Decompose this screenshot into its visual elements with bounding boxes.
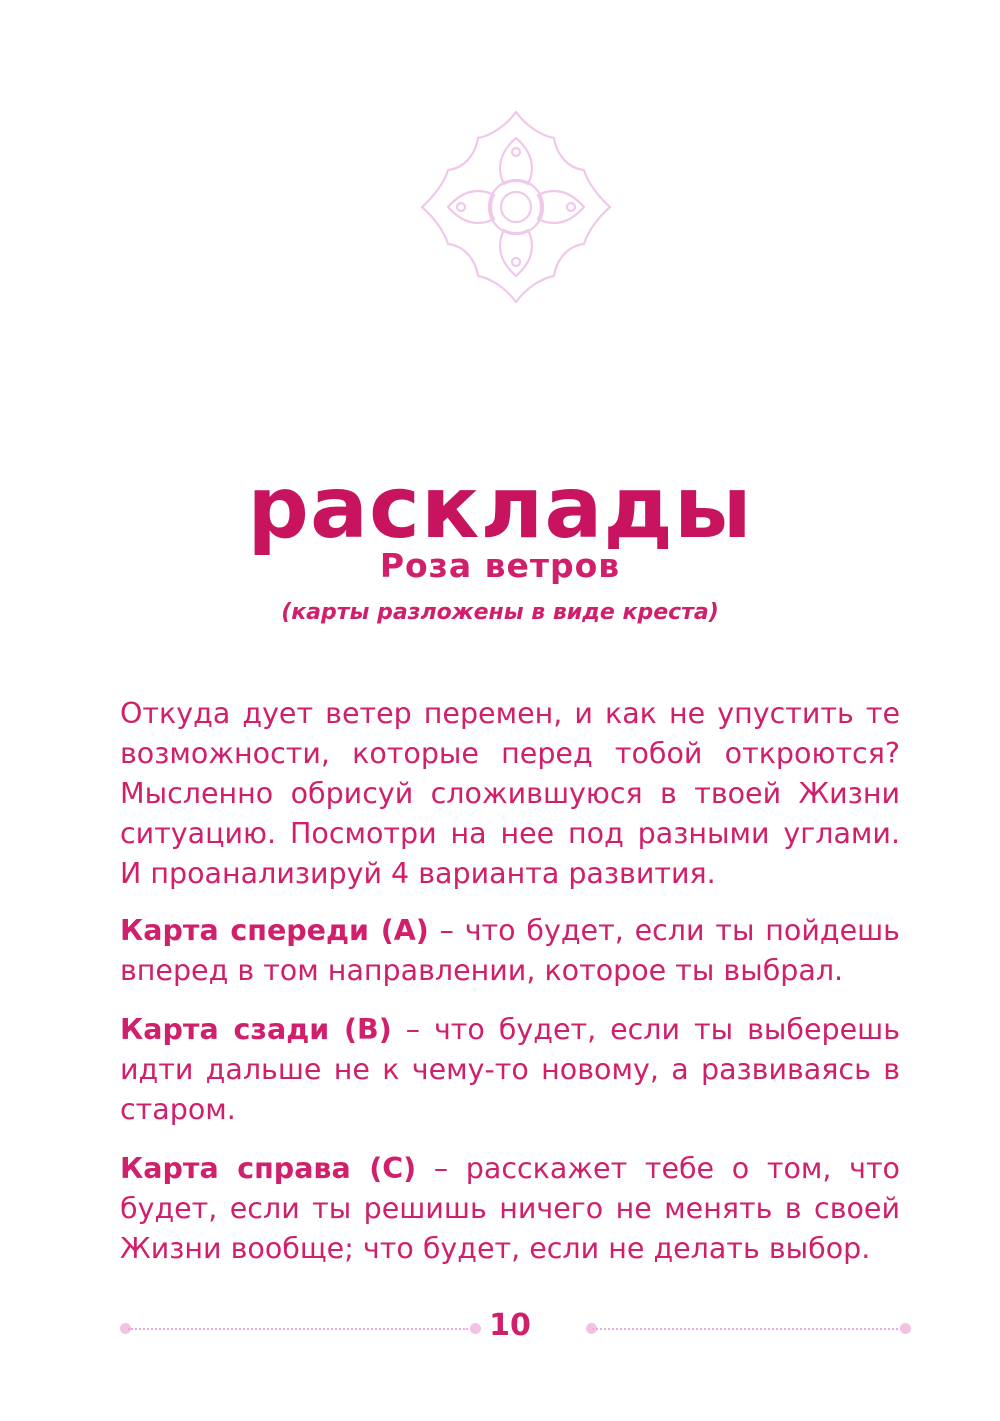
card-right-paragraph (120, 1149, 900, 1269)
card-front-text: – что будет, если ты пойдешь вперед в том направлении, которое ты выбрал. (120, 913, 900, 987)
card-back-paragraph (120, 1010, 900, 1130)
page-number: 10 (489, 1308, 531, 1343)
spread-note: (карты разложены в виде креста) (281, 600, 719, 625)
card-front-term: Карта спереди (А) (120, 913, 429, 947)
section-heading: расклады (247, 457, 753, 558)
lotus-icon (418, 108, 614, 306)
divider-line-right (592, 1328, 902, 1330)
card-right-term: Карта справа (С) (120, 1151, 417, 1185)
card-front-paragraph (120, 911, 900, 991)
card-back-term: Карта сзади (В) (120, 1012, 392, 1046)
spread-title: Роза ветров (379, 546, 621, 585)
page-footer (0, 1300, 1000, 1360)
divider-line-left (128, 1328, 468, 1330)
intro-paragraph: Откуда дует ветер перемен, и как не упустить те возможности, которые перед тобой откроются? Мысленно обрисуй сложившуюся в твоей Жизни ситуацию. Посмотри на нее под разными углами. И проанализируй 4 варианта развития. (120, 696, 900, 890)
card-back-text: – что будет, если ты выберешь идти дальше не к чему-то новому, а развиваясь в старом. (120, 1012, 900, 1126)
divider-dot-icon (900, 1323, 911, 1334)
card-right-text: – расскажет тебе о том, что будет, если ты решишь ничего не менять в своей Жизни вообще; что будет, если не делать выбор. (120, 1151, 900, 1265)
